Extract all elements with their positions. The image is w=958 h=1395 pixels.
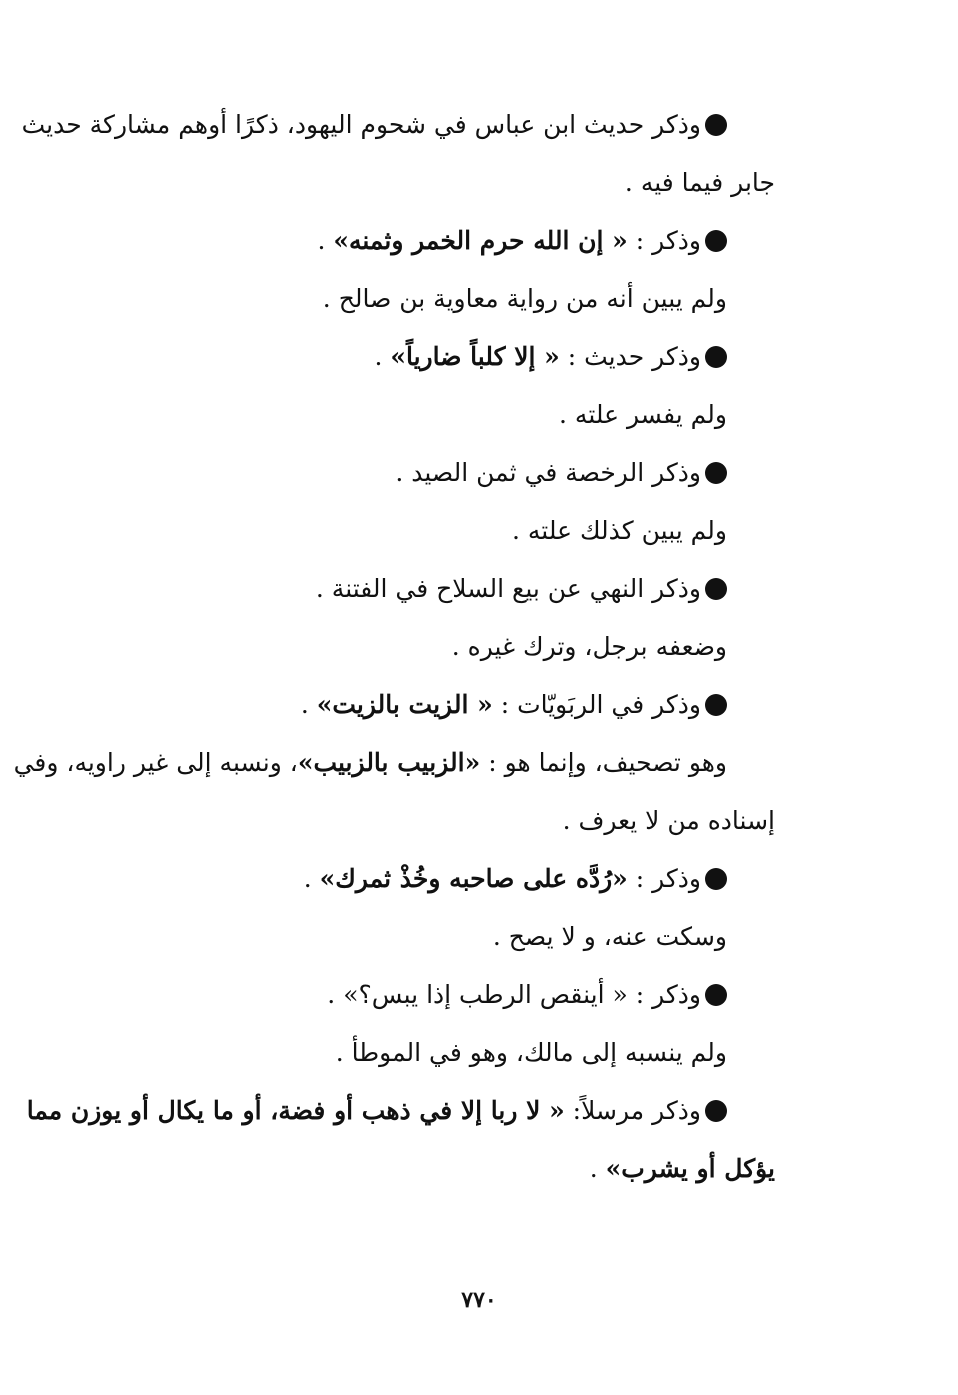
bullet-icon — [705, 346, 727, 368]
bullet-icon — [705, 868, 727, 890]
text-line-18: وذكر مرسلاً: « لا ربا إلا في ذهب أو فضة، أو ما يكال أو يوزن مما — [55, 1082, 775, 1140]
text-line-9: وذكر النهي عن بيع السلاح في الفتنة . — [55, 560, 775, 618]
text-line-8: ولم يبين كذلك علته . — [512, 516, 727, 545]
text-line-12: وهو تصحيف، وإنما هو : «الزبيب بالزبيب»، ونسبه إلى غير راويه، وفي — [13, 748, 727, 777]
bullet-icon — [705, 984, 727, 1006]
hadith-quote: «الزبيب بالزبيب» — [297, 748, 481, 777]
bullet-icon — [705, 578, 727, 600]
text-line-10: وضعفه برجل، وترك غيره . — [451, 632, 727, 661]
text-line-1: وذكر حديث ابن عباس في شحوم اليهود، ذكرًا أوهم مشاركة حديث — [55, 96, 775, 154]
text-line-16: وذكر : « أينقص الرطب إذا يبس؟» . — [55, 966, 775, 1024]
text-line-3: وذكر : « إن الله حرم الخمر وثمنه» . — [55, 212, 775, 270]
hadith-quote: «رُدَّه على صاحبه وخُذْ ثمرك» — [319, 864, 628, 893]
bullet-icon — [705, 114, 727, 136]
bullet-icon — [705, 462, 727, 484]
text-line-7: وذكر الرخصة في ثمن الصيد . — [55, 444, 775, 502]
bullet-icon — [705, 1100, 727, 1122]
text-line-15: وسكت عنه، و لا يصح . — [492, 922, 727, 951]
bullet-icon — [705, 230, 727, 252]
text-line-6: ولم يفسر علته . — [559, 400, 727, 429]
text-line-14: وذكر : «رُدَّه على صاحبه وخُذْ ثمرك» . — [55, 850, 775, 908]
text-line-11: وذكر في الربَويّات : « الزيت بالزيت» . — [55, 676, 775, 734]
text-line-17: ولم ينسبه إلى مالك، وهو في الموطأ . — [335, 1038, 727, 1067]
hadith-quote: « إن الله حرم الخمر وثمنه» — [333, 226, 628, 255]
hadith-quote: « لا ربا إلا في ذهب أو فضة، أو ما يكال أو يوزن مما — [26, 1096, 565, 1125]
text-line-19: يؤكل أو يشرب» . — [589, 1154, 775, 1183]
hadith-quote: « الزيت بالزيت» — [316, 690, 493, 719]
text-line-13: إسناده من لا يعرف . — [562, 806, 775, 835]
hadith-quote: « إلا كلباً ضارياً» — [390, 342, 560, 371]
hadith-quote: يؤكل أو يشرب» — [605, 1154, 775, 1183]
page-number: ٧٧٠ — [461, 1287, 497, 1313]
page-body — [13, 96, 775, 1198]
text-line-4: ولم يبين أنه من رواية معاوية بن صالح . — [322, 284, 727, 313]
hadith-quote: « أينقص الرطب إذا يبس؟» — [343, 980, 628, 1009]
bullet-icon — [705, 694, 727, 716]
text-line-2: جابر فيما فيه . — [624, 168, 775, 197]
text-line-5: وذكر حديث : « إلا كلباً ضارياً» . — [55, 328, 775, 386]
